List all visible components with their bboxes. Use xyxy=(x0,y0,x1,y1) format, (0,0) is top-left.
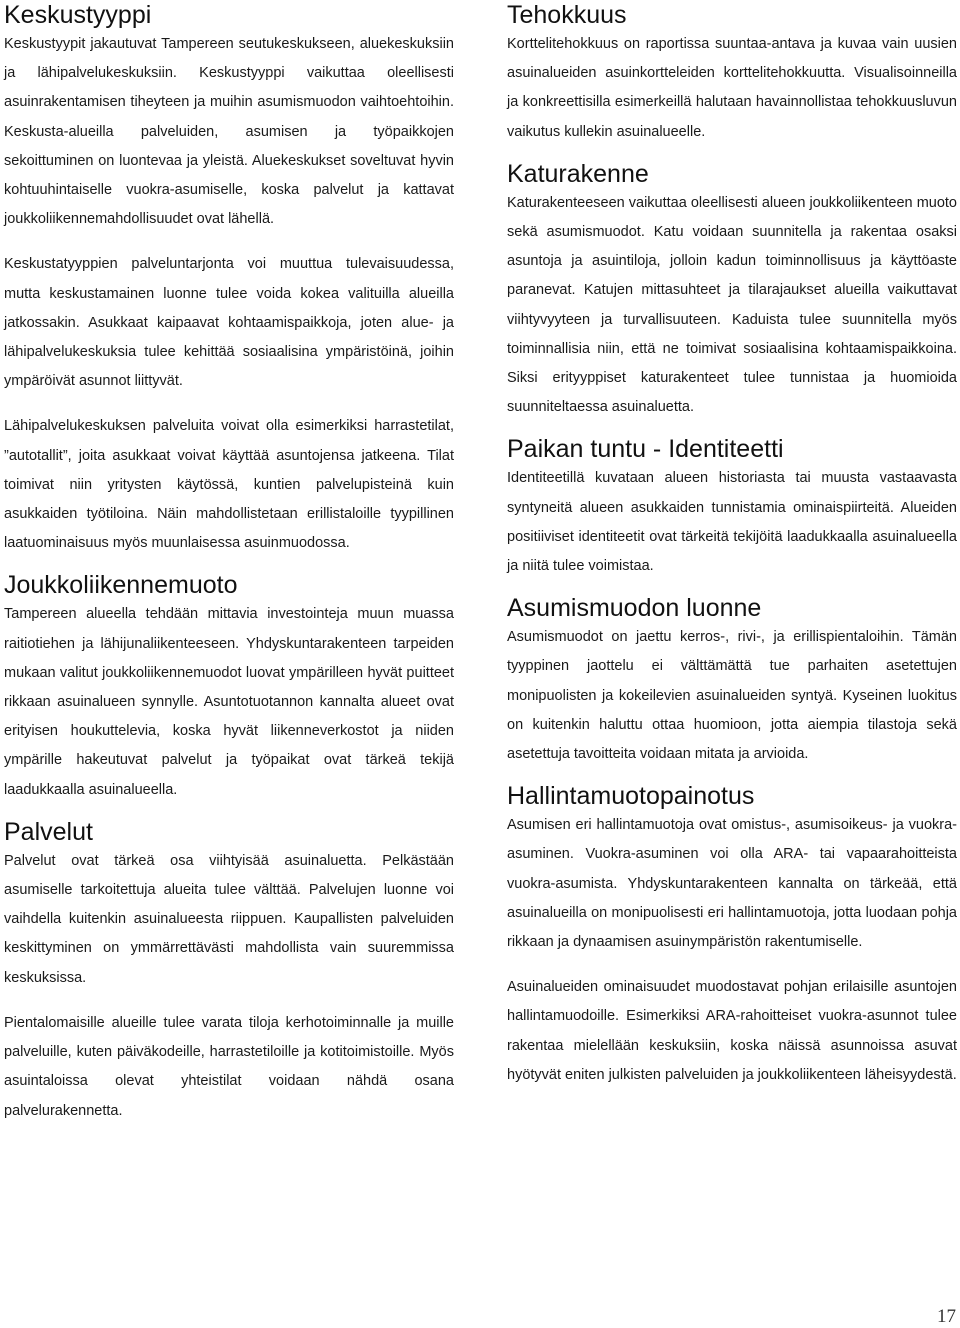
paragraph: Asuinalueiden ominaisuudet muodostavat pohjan erilaisille asuntojen hallintamuodoille. Esimerkiksi ARA-rahoitteiset vuokra-asunnot tulee rakentaa mielellään keskuksiin, koska näissä asunnoissa asuvat hyötyvät eniten julkisten palveluiden ja joukkoliikenteen läheisyydestä. xyxy=(507,979,957,1083)
section-keskustyyppi xyxy=(4,0,454,558)
section-hallintamuotopainotus xyxy=(507,781,957,1090)
page-number: 17 xyxy=(937,1306,956,1327)
paragraph: Katurakenteeseen vaikuttaa oleellisesti alueen joukkoliikenteen muoto sekä asumismuodot. Katu voidaan suunnitella ja rakentaa osaksi asuntoja ja asuintiloja, jolloin kadun toiminnollisuus ja käyttöaste paranevat. Katujen mittasuhteet ja tilarajaukset alueilla vaikuttavat viihtyvyyteen ja turvallisuuteen. Kaduista tulee suunnitella myös toiminnallisia niin, että ne toimivat sosiaalisina kohtaamispaikkoina. Siksi erityyppiset katurakenteet tulee tunnistaa ja huomioida suunniteltaessa asuinaluetta. xyxy=(507,194,957,416)
paragraph: Asumisen eri hallintamuotoja ovat omistus-, asumisoikeus- ja vuokra-asuminen. Vuokra-asuminen voi olla ARA- tai vapaarahoitteista vuokra-asumista. Yhdyskuntarakenteen kannalta on tärkeää, että asuinalueilla on monipuolisesti eri hallintamuotoja, jotta luodaan pohja rikkaan ja dynaamisen asuinympäristön rakentumiselle. xyxy=(507,817,957,951)
paragraph: Palvelut ovat tärkeä osa viihtyisää asuinaluetta. Pelkästään asumiselle tarkoitettuja alueita tulee välttää. Palvelujen luonne voi vaihdella kuitenkin asuinalueesta riippuen. Kaupallisten palveluiden keskittyminen on ymmärrettävästi mahdollista vain suuremmissa keskuksissa. xyxy=(4,852,454,986)
paragraph: Identiteetillä kuvataan alueen historiasta tai muusta vastaavasta syntyneitä alueen asukkaiden tunnistamia ominaispiirteitä. Alueiden positiiviset identiteetit ovat tärkeitä tekijöitä laadukkaalla asuinalueella ja niitä tulee voimistaa. xyxy=(507,470,957,575)
heading-joukkoliikennemuoto: Joukkoliikennemuoto xyxy=(4,571,238,600)
paragraph: Lähipalvelukeskuksen palveluita voivat olla esimerkiksi harrastetilat, ”autotallit”, joita asukkaat voivat käyttää asuntojensa jatkeena. Tilat toimivat niin yritysten käytössä, kuntien palvelupisteinä kuin asukkaiden työtiloina. Näin mahdollistetaan erillistaloille tyypillinen laatuominaisuus myös muunlaisessa asuinmuodossa. xyxy=(4,418,454,552)
section-tehokkuus xyxy=(507,0,957,147)
heading-palvelut: Palvelut xyxy=(4,817,93,846)
section-joukkoliikennemuoto xyxy=(4,570,454,804)
section-palvelut xyxy=(4,817,454,1126)
paragraph: Korttelitehokkuus on raportissa suuntaa-antava ja kuvaa vain uusien asuinalueiden asuinkortteleiden korttelitehokkuutta. Visualisoinneilla ja konkreettisilla esimerkeillä halutaan havainnollistaa tehokkuusluvun vaikutus kullekin asuinalueelle. xyxy=(507,36,957,140)
section-asumismuodon-luonne xyxy=(507,593,957,769)
paragraph: Keskustatyyppien palveluntarjonta voi muuttua tulevaisuudessa, mutta keskustamainen luonne tulee voida kokea valituilla alueilla jatkossakin. Asukkaat kaipaavat kohtaamispaikkoja, joten alue- ja lähipalvelukeskuksia tulee kehittää sosiaalisina ympäristöinä, joihin ympäröivät asunnot liittyvät. xyxy=(4,256,454,390)
paragraph: Tampereen alueella tehdään mittavia investointeja muun muassa raitiotiehen ja lähijunaliikenteeseen. Yhdyskuntarakenteen tarpeiden mukaan valitut joukkoliikennemuodot luovat ympärilleen hyvät puitteet rikkaan asuinalueen synnylle. Asuntotuotannon kannalta alueet ovat erityisen houkuttelevia, koska hyvät liikenneverkostot ja niiden ympärille hakeutuvat palvelut ja työpaikat ovat tärkeä tekijä laadukkaalla asuinalueella. xyxy=(4,606,454,798)
heading-katurakenne: Katurakenne xyxy=(507,159,649,188)
paragraph: Keskustyypit jakautuvat Tampereen seutukeskukseen, aluekeskuksiin ja lähipalvelukeskuksiin. Keskustyyppi vaikuttaa oleellisesti asuinrakentamisen tiheyteen ja muihin asumismuodon vaihtoehtoihin. Keskusta-alueilla palveluiden, asumisen ja työpaikkojen sekoittuminen on luontevaa ja yleistä. Aluekeskukset soveltuvat hyvin kohtuuhintaiselle vuokra-asumiselle, koska palvelut ja kattavat joukkoliikennemahdollisuudet ovat lähellä. xyxy=(4,36,454,228)
heading-keskustyyppi: Keskustyyppi xyxy=(4,1,152,29)
section-identiteetti xyxy=(507,434,957,581)
section-katurakenne xyxy=(507,159,957,423)
right-column xyxy=(507,0,957,1090)
paragraph: Asumismuodot on jaettu kerros-, rivi-, ja erillispientaloihin. Tämän tyyppinen jaottelu ei välttämättä tue parhaiten asetettujen monipuolisten ja kokeilevien asuinalueiden syntyä. Kyseinen luokitus on kuitenkin haluttu ottaa huomioon, jotta aiempia tilastoja sekä asetettuja tavoitteita voidaan mitata ja arvioida. xyxy=(507,629,957,763)
heading-tehokkuus: Tehokkuus xyxy=(507,1,627,29)
left-column xyxy=(4,0,454,1126)
heading-identiteetti: Paikan tuntu - Identiteetti xyxy=(507,435,784,464)
heading-hallintamuotopainotus: Hallintamuotopainotus xyxy=(507,782,755,811)
heading-asumismuodon-luonne: Asumismuodon luonne xyxy=(507,594,762,623)
paragraph: Pientalomaisille alueille tulee varata tiloja kerhotoiminnalle ja muille palveluille, kuten päiväkodeille, harrastetiloille ja kotitoimistoille. Myös asuintaloissa olevat yhteistilat voidaan nähdä osana palvelurakennetta. xyxy=(4,1014,454,1119)
